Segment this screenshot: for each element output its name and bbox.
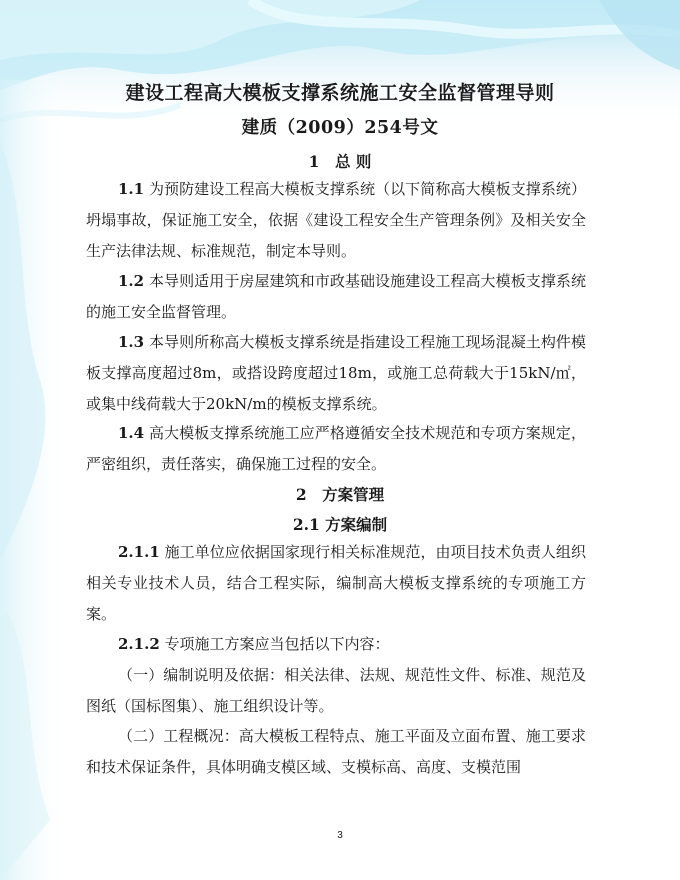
clause-text: 施工单位应依据国家现行相关标准规范，由项目技术负责人组织相关专业技术人员，结合工程实际，编制高大模板支撑系统的专项施工方案。	[86, 543, 586, 623]
clause-number: 2.1.1	[118, 543, 160, 561]
paragraph-1-3	[86, 327, 586, 420]
section-heading-1: 1 总 则	[308, 152, 372, 171]
paragraph-2-1-1	[86, 537, 586, 630]
document-title: 建设工程高大模板支撑系统施工安全监督管理导则	[125, 82, 555, 104]
clause-number: 1.4	[118, 424, 145, 442]
clause-text: 本导则适用于房屋建筑和市政基础设施建设工程高大模板支撑系统的施工安全监督管理。	[86, 272, 586, 321]
paragraph-1-4	[86, 418, 586, 480]
clause-number: 1.2	[118, 272, 145, 290]
list-item-text: （一）编制说明及依据：相关法律、法规、规范性文件、标准、规范及图纸（国标图集）、施工组织设计等。	[86, 666, 586, 715]
clause-text: 高大模板支撑系统施工应严格遵循安全技术规范和专项方案规定，严密组织，责任落实，确保施工过程的安全。	[86, 424, 586, 473]
paragraph-2-1-2	[86, 629, 586, 660]
clause-number: 2.1.2	[118, 635, 160, 653]
document-number: 建质（2009）254号文	[241, 118, 439, 138]
clause-text: 专项施工方案应当包括以下内容：	[164, 635, 390, 653]
section-heading-2-1: 2.1 方案编制	[292, 515, 388, 534]
paragraph-1-1	[86, 174, 586, 267]
list-item-text: （二）工程概况：高大模板工程特点、施工平面及立面布置、施工要求和技术保证条件，具体明确支模区域、支模标高、高度、支模范围	[86, 727, 586, 776]
clause-number: 1.3	[118, 333, 145, 351]
list-item-2	[86, 721, 586, 783]
page-number: 3	[337, 830, 343, 841]
clause-number: 1.1	[118, 180, 145, 198]
clause-text: 为预防建设工程高大模板支撑系统（以下简称高大模板支撑系统）坍塌事故，保证施工安全，依据《建设工程安全生产管理条例》及相关安全生产法律法规、标准规范，制定本导则。	[86, 180, 586, 260]
list-item-1	[86, 660, 586, 722]
clause-text: 本导则所称高大模板支撑系统是指建设工程施工现场混凝土构件模板支撑高度超过8m，或搭设跨度超过18m，或施工总荷载大于15kN/㎡，或集中线荷载大于20kN/m的模板支撑系统。	[86, 333, 586, 413]
paragraph-1-2	[86, 266, 586, 328]
section-heading-2: 2 方案管理	[295, 485, 385, 504]
